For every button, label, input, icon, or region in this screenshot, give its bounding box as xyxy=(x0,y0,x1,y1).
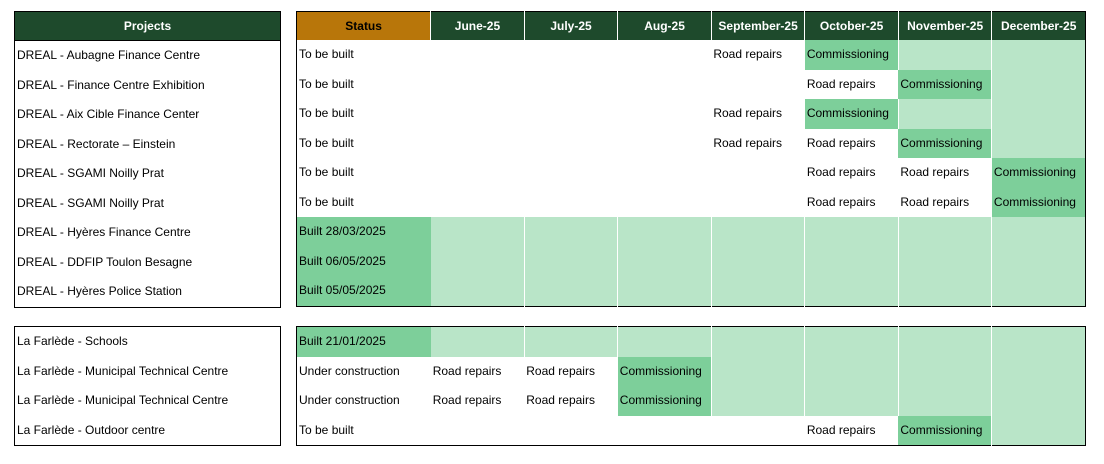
month-cell xyxy=(524,217,618,247)
month-cell xyxy=(524,158,618,188)
month-cell: Commissioning xyxy=(992,188,1086,218)
month-cell: Commissioning xyxy=(898,70,992,100)
project-name: DREAL - Aix Cible Finance Center xyxy=(17,107,200,122)
timeline-row xyxy=(297,276,1086,306)
project-name: DREAL - DDFIP Toulon Besagne xyxy=(17,254,193,269)
month-cell xyxy=(711,357,805,387)
timeline-row xyxy=(297,129,1086,159)
timeline-grid-group-2 xyxy=(296,326,1086,446)
month-cell: Road repairs xyxy=(805,188,899,218)
month-cell xyxy=(711,386,805,416)
timeline-row xyxy=(297,217,1086,247)
month-cell xyxy=(431,327,525,357)
month-cell: Road repairs xyxy=(805,129,899,159)
timeline-row xyxy=(297,99,1086,129)
status-cell: Under construction xyxy=(297,357,431,387)
month-cell xyxy=(524,129,618,159)
month-cell xyxy=(618,70,712,100)
status-cell: Built 05/05/2025 xyxy=(297,276,431,306)
timeline-header-row xyxy=(297,12,1086,41)
month-cell xyxy=(805,247,899,277)
month-cell xyxy=(618,247,712,277)
project-name: DREAL - Hyères Police Station xyxy=(17,284,182,299)
month-cell xyxy=(711,416,805,446)
status-cell: To be built xyxy=(297,129,431,159)
month-cell: Road repairs xyxy=(805,416,899,446)
project-name: DREAL - Rectorate – Einstein xyxy=(17,136,176,151)
month-cell: Road repairs xyxy=(805,158,899,188)
timeline-row xyxy=(297,70,1086,100)
month-cell xyxy=(524,99,618,129)
month-header: September-25 xyxy=(711,12,805,41)
project-name: DREAL - SGAMI Noilly Prat xyxy=(17,195,164,210)
month-cell xyxy=(524,70,618,100)
project-name: La Farlède - Municipal Technical Centre xyxy=(17,393,229,408)
month-header: October-25 xyxy=(805,12,899,41)
status-cell: Under construction xyxy=(297,386,431,416)
month-cell xyxy=(992,40,1086,70)
month-cell xyxy=(524,327,618,357)
month-cell xyxy=(431,129,525,159)
timeline-row xyxy=(297,158,1086,188)
month-header: November-25 xyxy=(898,12,992,41)
month-header: July-25 xyxy=(524,12,618,41)
month-header: Aug-25 xyxy=(618,12,712,41)
month-cell xyxy=(711,276,805,306)
projects-list-group-1 xyxy=(14,40,281,308)
timeline-row xyxy=(297,386,1086,416)
project-row xyxy=(15,248,281,278)
project-row xyxy=(15,386,281,416)
month-cell xyxy=(992,70,1086,100)
project-row xyxy=(15,327,281,357)
month-cell xyxy=(431,70,525,100)
month-cell xyxy=(805,327,899,357)
status-cell: Built 06/05/2025 xyxy=(297,247,431,277)
status-cell: To be built xyxy=(297,188,431,218)
project-row xyxy=(15,189,281,219)
month-cell xyxy=(711,158,805,188)
projects-header: Projects xyxy=(15,12,281,41)
project-row xyxy=(15,130,281,160)
month-cell xyxy=(898,327,992,357)
project-name: La Farlède - Schools xyxy=(17,334,128,349)
status-cell: To be built xyxy=(297,99,431,129)
month-cell: Road repairs xyxy=(898,188,992,218)
month-cell: Road repairs xyxy=(711,99,805,129)
month-cell xyxy=(898,217,992,247)
month-cell xyxy=(898,276,992,306)
month-cell: Road repairs xyxy=(711,40,805,70)
month-cell xyxy=(618,129,712,159)
month-cell xyxy=(992,386,1086,416)
month-cell xyxy=(711,188,805,218)
month-cell xyxy=(524,247,618,277)
month-cell xyxy=(618,217,712,247)
project-name: La Farlède - Outdoor centre xyxy=(17,422,166,437)
month-cell xyxy=(805,217,899,247)
month-cell: Road repairs xyxy=(524,357,618,387)
month-cell xyxy=(898,357,992,387)
month-cell xyxy=(992,327,1086,357)
month-cell xyxy=(898,386,992,416)
project-row xyxy=(15,357,281,387)
month-cell: Commissioning xyxy=(805,99,899,129)
month-cell xyxy=(431,40,525,70)
month-cell: Road repairs xyxy=(431,357,525,387)
month-cell: Road repairs xyxy=(431,386,525,416)
month-cell xyxy=(618,327,712,357)
status-cell: To be built xyxy=(297,70,431,100)
timeline-row xyxy=(297,247,1086,277)
project-name: DREAL - Hyères Finance Centre xyxy=(17,225,191,240)
month-cell xyxy=(711,70,805,100)
project-name: La Farlède - Municipal Technical Centre xyxy=(17,363,229,378)
status-cell: To be built xyxy=(297,416,431,446)
month-cell xyxy=(524,40,618,70)
month-cell xyxy=(524,416,618,446)
timeline-row xyxy=(297,416,1086,446)
month-cell: Road repairs xyxy=(524,386,618,416)
projects-header-table xyxy=(14,11,281,41)
timeline-row xyxy=(297,357,1086,387)
month-cell xyxy=(711,247,805,277)
project-name: DREAL - Aubagne Finance Centre xyxy=(17,48,200,63)
month-cell xyxy=(992,247,1086,277)
month-cell: Commissioning xyxy=(618,357,712,387)
month-cell: Road repairs xyxy=(898,158,992,188)
month-cell xyxy=(431,247,525,277)
project-row xyxy=(15,71,281,101)
month-cell xyxy=(805,357,899,387)
month-cell xyxy=(898,99,992,129)
month-cell xyxy=(618,276,712,306)
month-cell xyxy=(992,276,1086,306)
project-row xyxy=(15,159,281,189)
month-cell xyxy=(805,386,899,416)
month-cell xyxy=(618,40,712,70)
status-cell: Built 28/03/2025 xyxy=(297,217,431,247)
status-cell: To be built xyxy=(297,158,431,188)
month-cell xyxy=(431,217,525,247)
timeline-row xyxy=(297,40,1086,70)
project-row xyxy=(15,277,281,307)
month-cell xyxy=(618,188,712,218)
month-cell xyxy=(992,217,1086,247)
project-row xyxy=(15,416,281,446)
month-cell xyxy=(898,247,992,277)
month-header: June-25 xyxy=(431,12,525,41)
status-header: Status xyxy=(297,12,431,41)
month-cell xyxy=(711,327,805,357)
month-cell: Commissioning xyxy=(618,386,712,416)
projects-list-group-2 xyxy=(14,326,281,446)
month-cell: Commissioning xyxy=(992,158,1086,188)
project-row xyxy=(15,41,281,71)
month-cell: Commissioning xyxy=(898,416,992,446)
month-cell xyxy=(805,276,899,306)
month-cell: Road repairs xyxy=(711,129,805,159)
month-cell xyxy=(431,99,525,129)
month-cell xyxy=(431,276,525,306)
month-cell xyxy=(431,188,525,218)
month-cell xyxy=(618,416,712,446)
month-cell xyxy=(618,99,712,129)
month-cell xyxy=(524,188,618,218)
status-cell: To be built xyxy=(297,40,431,70)
status-cell: Built 21/01/2025 xyxy=(297,327,431,357)
month-cell xyxy=(992,99,1086,129)
month-cell xyxy=(992,129,1086,159)
month-header: December-25 xyxy=(992,12,1086,41)
month-cell xyxy=(992,416,1086,446)
month-cell xyxy=(992,357,1086,387)
month-cell xyxy=(524,276,618,306)
month-cell: Commissioning xyxy=(898,129,992,159)
timeline-row xyxy=(297,327,1086,357)
project-row xyxy=(15,218,281,248)
project-row xyxy=(15,100,281,130)
month-cell xyxy=(711,217,805,247)
timeline-grid-group-1 xyxy=(296,11,1086,307)
month-cell: Road repairs xyxy=(805,70,899,100)
month-cell xyxy=(618,158,712,188)
month-cell xyxy=(431,416,525,446)
project-name: DREAL - SGAMI Noilly Prat xyxy=(17,166,164,181)
month-cell xyxy=(898,40,992,70)
project-name: DREAL - Finance Centre Exhibition xyxy=(17,77,205,92)
month-cell: Commissioning xyxy=(805,40,899,70)
timeline-row xyxy=(297,188,1086,218)
month-cell xyxy=(431,158,525,188)
